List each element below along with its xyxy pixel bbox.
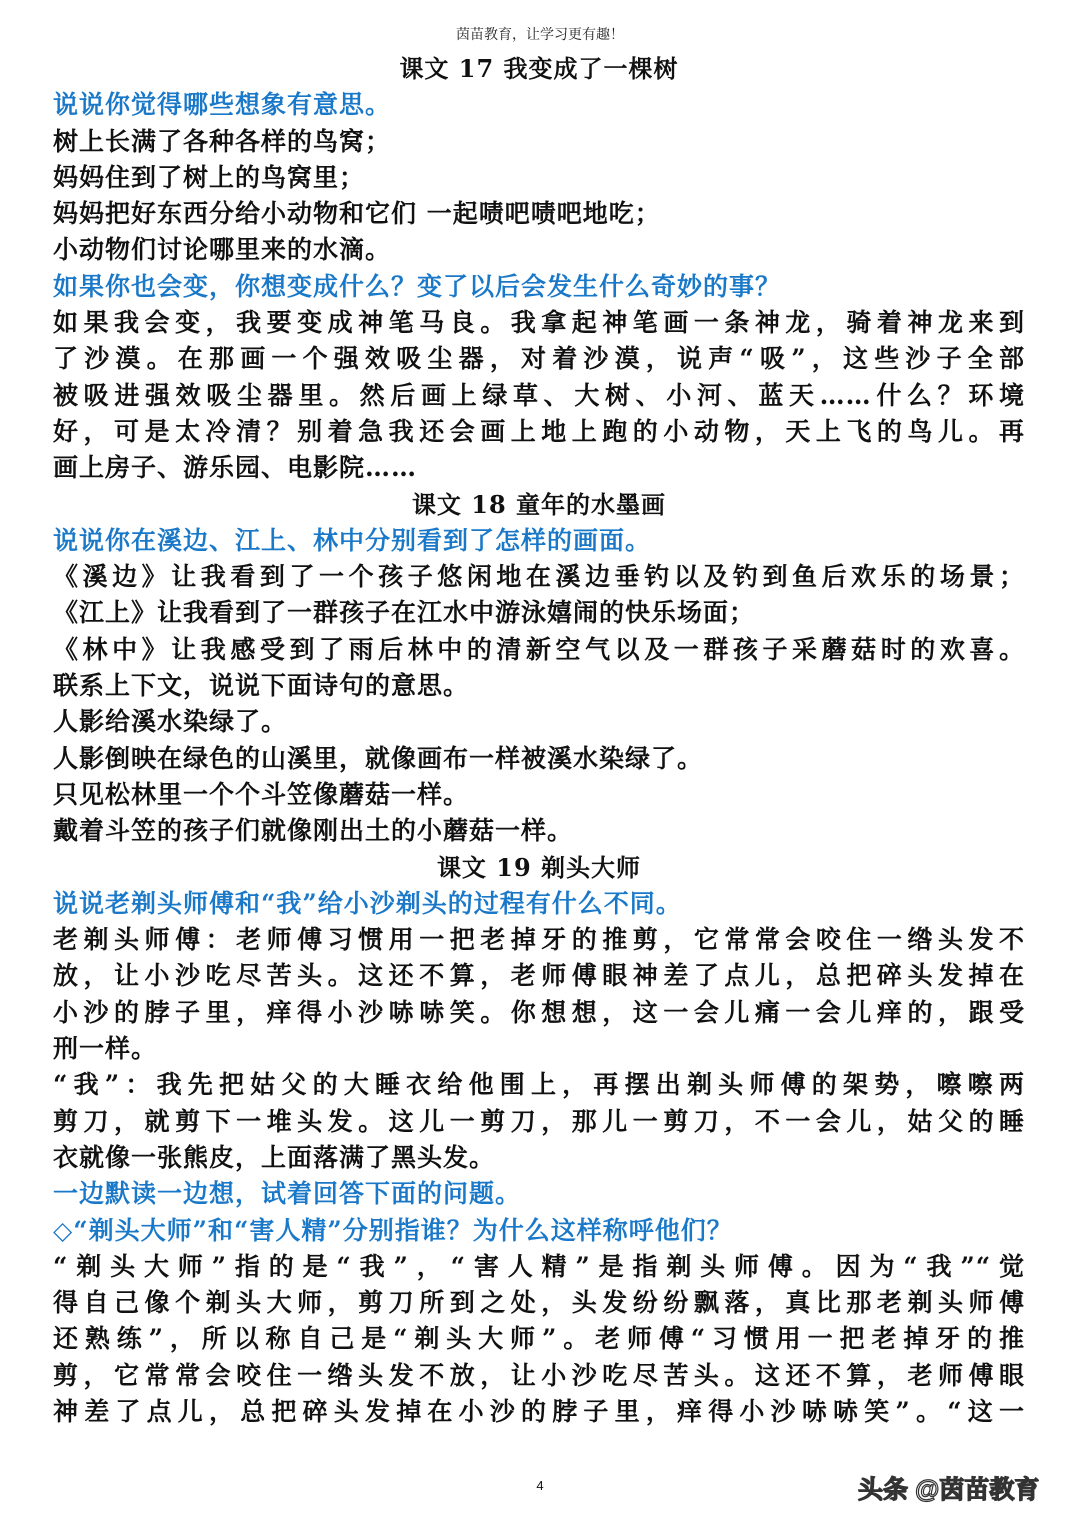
body-text-line: 《溪边》让我看到了一个孩子悠闲地在溪边垂钓以及钓到鱼后欢乐的场景； bbox=[53, 562, 1025, 592]
body-text-line: 《林中》让我感受到了雨后林中的清新空气以及一群孩子采蘑菇时的欢喜。 bbox=[53, 634, 1025, 664]
body-text-line: 衣就像一张熊皮，上面落满了黑头发。 bbox=[53, 1142, 496, 1172]
body-text-line: 刑一样。 bbox=[53, 1034, 158, 1064]
body-text-line: 人影倒映在绿色的山溪里，就像画布一样被溪水染绿了。 bbox=[53, 743, 704, 773]
question-heading: 说说你觉得哪些想象有意思。 bbox=[53, 90, 392, 120]
body-text-line: 好，可是太冷清？别着急我还会画上地上跑的小动物，天上飞的鸟儿。再 bbox=[53, 416, 1025, 446]
question-heading: 说说你在溪边、江上、林中分别看到了怎样的画面。 bbox=[53, 525, 652, 555]
lesson-title: 课文 18 童年的水墨画 bbox=[411, 489, 667, 519]
body-text-line: 《江上》让我看到了一群孩子在江水中游泳嬉闹的快乐场面； bbox=[53, 598, 756, 628]
body-text-line: 联系上下文，说说下面诗句的意思。 bbox=[53, 671, 470, 701]
body-text-line: 老剃头师傅：老师傅习惯用一把老掉牙的推剪，它常常会咬住一绺头发不 bbox=[53, 925, 1025, 955]
body-text-line: 剪，它常常会咬住一绺头发不放，让小沙吃尽苦头。这还不算，老师傅眼 bbox=[53, 1360, 1025, 1390]
watermark: 头条 @茵苗教育 bbox=[858, 1476, 1040, 1504]
body-text-line: 树上长满了各种各样的鸟窝； bbox=[53, 126, 392, 156]
body-text-line: 戴着斗笠的孩子们就像刚出土的小蘑菇一样。 bbox=[53, 816, 574, 846]
body-text-line: 神差了点儿，总把碎头发掉在小沙的脖子里，痒得小沙哧哧笑”。“这一 bbox=[53, 1396, 1025, 1426]
body-text-line: 妈妈把好东西分给小动物和它们 一起啧吧啧吧地吃； bbox=[53, 199, 661, 229]
question-heading: 如果你也会变，你想变成什么？变了以后会发生什么奇妙的事？ bbox=[53, 271, 782, 301]
lesson-title: 课文 17 我变成了一棵树 bbox=[399, 54, 679, 83]
page-header: 茵苗教育，让学习更有趣！ bbox=[456, 27, 624, 43]
body-text-line: 人影给溪水染绿了。 bbox=[53, 707, 288, 737]
body-text-line: “我”：我先把姑父的大睡衣给他围上，再摆出剃头师傅的架势，嚓嚓两 bbox=[53, 1070, 1025, 1100]
body-text-line: 得自己像个剃头大师，剪刀所到之处，头发纷纷飘落，真比那老剃头师傅 bbox=[53, 1288, 1025, 1318]
body-text-line: 小动物们讨论哪里来的水滴。 bbox=[53, 235, 392, 265]
question-heading: 说说老剃头师傅和“我”给小沙剃头的过程有什么不同。 bbox=[53, 888, 682, 918]
page-number: 4 bbox=[536, 1478, 544, 1493]
body-text-line: 了沙漠。在那画一个强效吸尘器，对着沙漠，说声“吸”，这些沙子全部 bbox=[53, 344, 1025, 374]
body-text-line: 妈妈住到了树上的鸟窝里； bbox=[53, 162, 366, 192]
question-heading: 一边默读一边想，试着回答下面的问题。 bbox=[53, 1179, 522, 1209]
lesson-title: 课文 19 剃头大师 bbox=[436, 852, 642, 882]
body-text-line: 被吸进强效吸尘器里。然后画上绿草、大树、小河、蓝天……什么？环境 bbox=[53, 380, 1025, 410]
question-heading: ◇“剃头大师”和“害人精”分别指谁？为什么这样称呼他们？ bbox=[53, 1215, 733, 1245]
body-text-line: 如果我会变，我要变成神笔马良。我拿起神笔画一条神龙，骑着神龙来到 bbox=[53, 308, 1025, 338]
body-text-line: 画上房子、游乐园、电影院…… bbox=[53, 453, 418, 483]
body-text-line: 只见松林里一个个斗笠像蘑菇一样。 bbox=[53, 779, 470, 809]
body-text-line: “剃头大师”指的是“我”，“害人精”是指剃头师傅。因为“我”“觉 bbox=[53, 1251, 1025, 1281]
body-text-line: 放，让小沙吃尽苦头。这还不算，老师傅眼神差了点儿，总把碎头发掉在 bbox=[53, 961, 1025, 991]
body-text-line: 剪刀，就剪下一堆头发。这儿一剪刀，那儿一剪刀，不一会儿，姑父的睡 bbox=[53, 1106, 1025, 1136]
body-text-line: 还熟练”，所以称自己是“剃头大师”。老师傅“习惯用一把老掉牙的推 bbox=[53, 1324, 1025, 1354]
document-body bbox=[53, 51, 1025, 1430]
body-text-line: 小沙的脖子里，痒得小沙哧哧笑。你想想，这一会儿痛一会儿痒的，跟受 bbox=[53, 997, 1025, 1027]
